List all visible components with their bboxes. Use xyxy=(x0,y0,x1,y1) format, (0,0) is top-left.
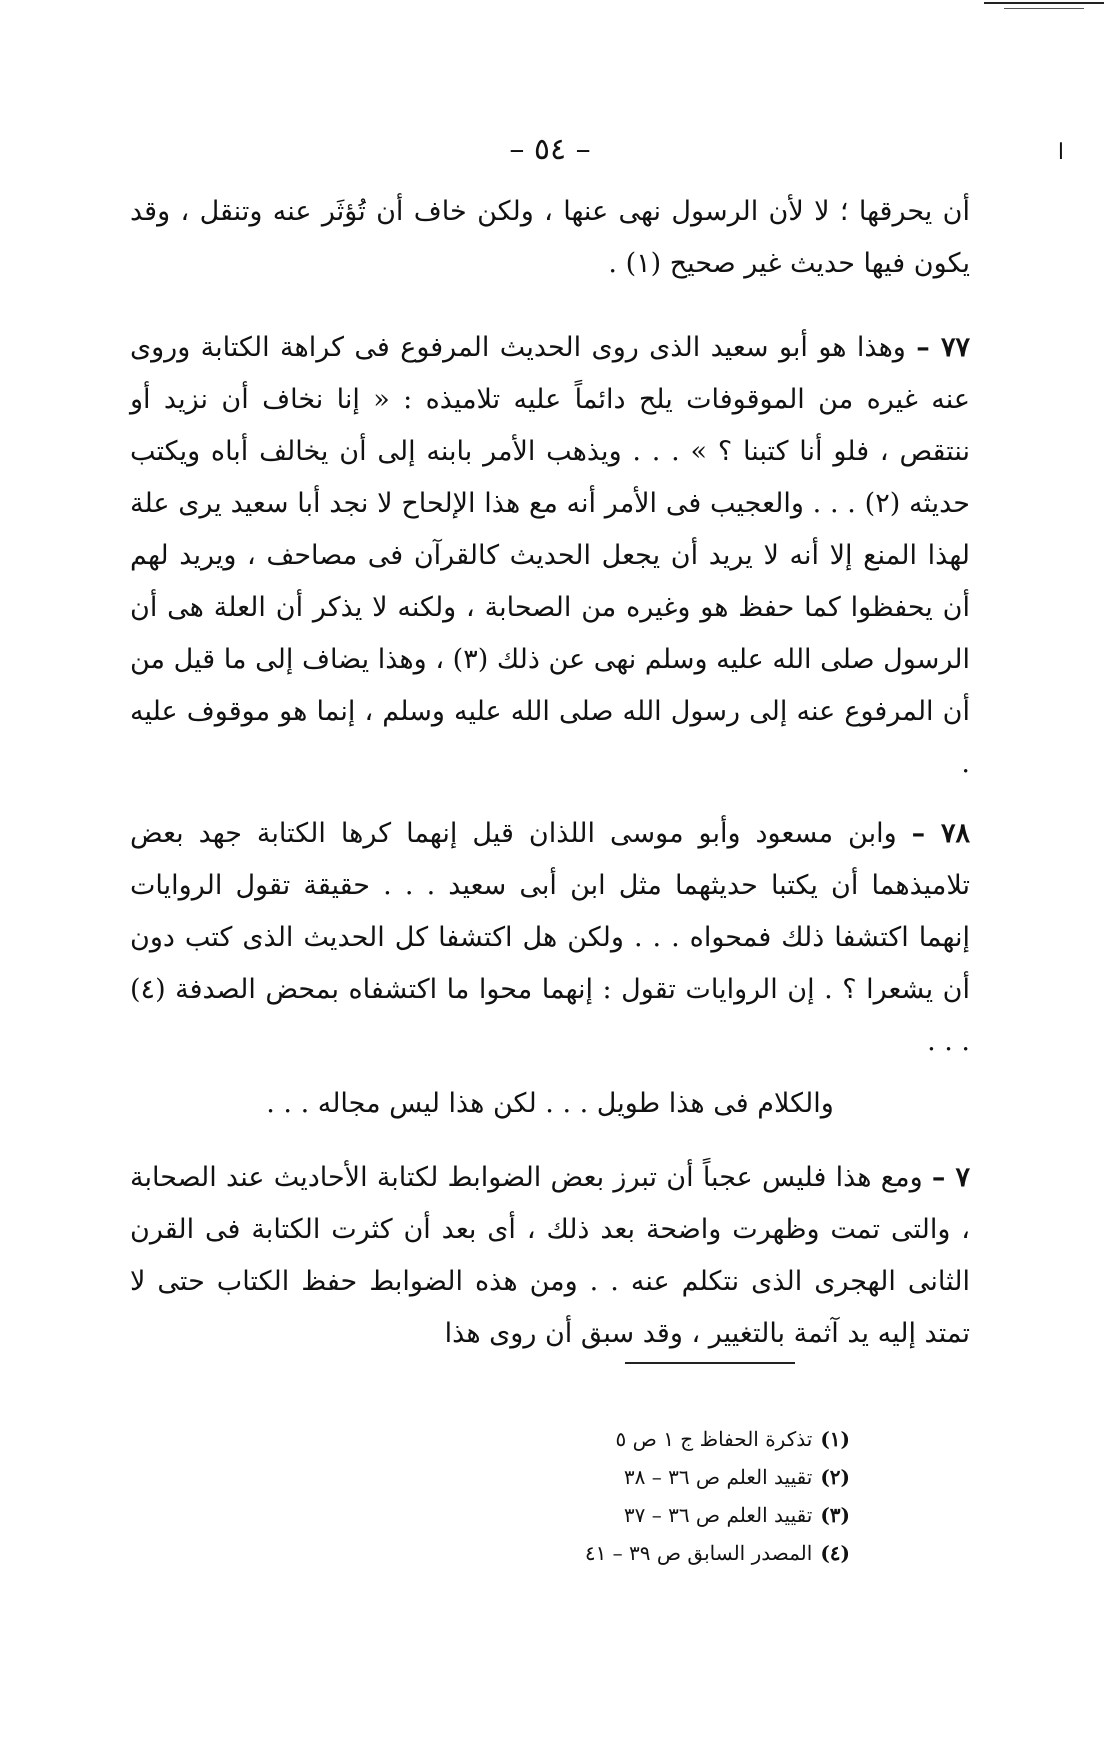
paragraph-79 xyxy=(130,1152,970,1360)
paragraph-number: ٧٧ – xyxy=(916,332,970,363)
paragraph-text: ومع هذا فليس عجباً أن تبرز بعض الضوابط لكتابة الأحاديث عند الصحابة ، والتى تمت وظهرت واضحة بعد ذلك ، أى بعد أن كثرت الكتابة فى القرن الثانى الهجرى الذى نتكلم عنه . . ومن هذه الضوابط حفظ الكتاب حتى لا تمتد إليه يد آثمة بالتغيير ، وقد سبق أن روى هذا xyxy=(130,1162,970,1349)
paragraph-text: وابن مسعود وأبو موسى اللذان قيل إنهما كرها الكتابة جهد بعض تلاميذهما أن يكتبا حديثهما مثل ابن أبى سعيد . . . حقيقة تقول الروايات إنهما اكتشفا ذلك فمحواه . . . ولكن هل اكتشفا كل الحديث الذى كتب دون أن يشعرا ؟ . إن الروايات تقول : إنهما محوا ما اكتشفاه بمحض الصدفة (٤) . . . xyxy=(130,818,970,1057)
paragraph-text: وهذا هو أبو سعيد الذى روى الحديث المرفوع فى كراهة الكتابة وروى عنه غيره من الموقوفات يلح دائماً عليه تلاميذه : « إنا نخاف أن نزيد أو ننتقص ، فلو أنا كتبنا ؟ » . . . ويذهب الأمر بابنه إلى أن يخالف أباه ويكتب حديثه (٢) . . . والعجيب فى الأمر أنه مع هذا الإلحاح لا نجد أبا سعيد يرى علة لهذا المنع إلا أنه لا يريد أن يجعل الحديث كالقرآن فى مصاحف ، ويريد لهم أن يحفظوا كما حفظ هو وغيره من الصحابة ، ولكنه لا يذكر أن العلة هى أن الرسول صلى الله عليه وسلم نهى عن ذلك (٣) ، وهذا يضاف إلى ما قيل من أن المرفوع عنه إلى رسول الله صلى الله عليه وسلم ، إنما هو موقوف عليه . xyxy=(130,332,970,779)
footnote-text: تقييد العلم ص ٣٦ – ٣٨ xyxy=(623,1465,813,1489)
footnote-text: المصدر السابق ص ٣٩ – ٤١ xyxy=(584,1541,813,1565)
footnote-mark: (١) xyxy=(820,1427,850,1451)
top-edge-rule xyxy=(984,2,1104,4)
footnote-item xyxy=(500,1496,850,1534)
footnote-item xyxy=(500,1420,850,1458)
paragraph-text: والكلام فى هذا طويل . . . لكن هذا ليس مجاله . . . xyxy=(266,1088,834,1119)
paragraph-number: ٧ – xyxy=(931,1162,970,1193)
margin-mark: ا xyxy=(1057,140,1064,165)
footnote-text: تذكرة الحفاظ ج ١ ص ٥ xyxy=(615,1427,813,1451)
page-number: – ٥٤ – xyxy=(509,132,591,167)
footnotes-list xyxy=(500,1420,850,1572)
footnote-mark: (٤) xyxy=(820,1541,850,1565)
paragraph-continuation xyxy=(130,186,970,290)
paragraph-text: أن يحرقها ؛ لا لأن الرسول نهى عنها ، ولكن خاف أن تُؤثَر عنه وتنقل ، وقد يكون فيها حديث غير صحيح (١) . xyxy=(130,196,970,279)
paragraph-number: ٧٨ – xyxy=(911,818,970,849)
paragraph-78 xyxy=(130,808,970,1068)
footnote-text: تقييد العلم ص ٣٦ – ٣٧ xyxy=(623,1503,813,1527)
footnote-separator xyxy=(625,1362,795,1364)
footnote-mark: (٢) xyxy=(820,1465,850,1489)
footnote-mark: (٣) xyxy=(820,1503,850,1527)
footnote-item xyxy=(500,1534,850,1572)
top-edge-rule-secondary xyxy=(1004,8,1084,9)
footnote-item xyxy=(500,1458,850,1496)
paragraph-aside xyxy=(130,1078,970,1130)
paragraph-77 xyxy=(130,322,970,790)
